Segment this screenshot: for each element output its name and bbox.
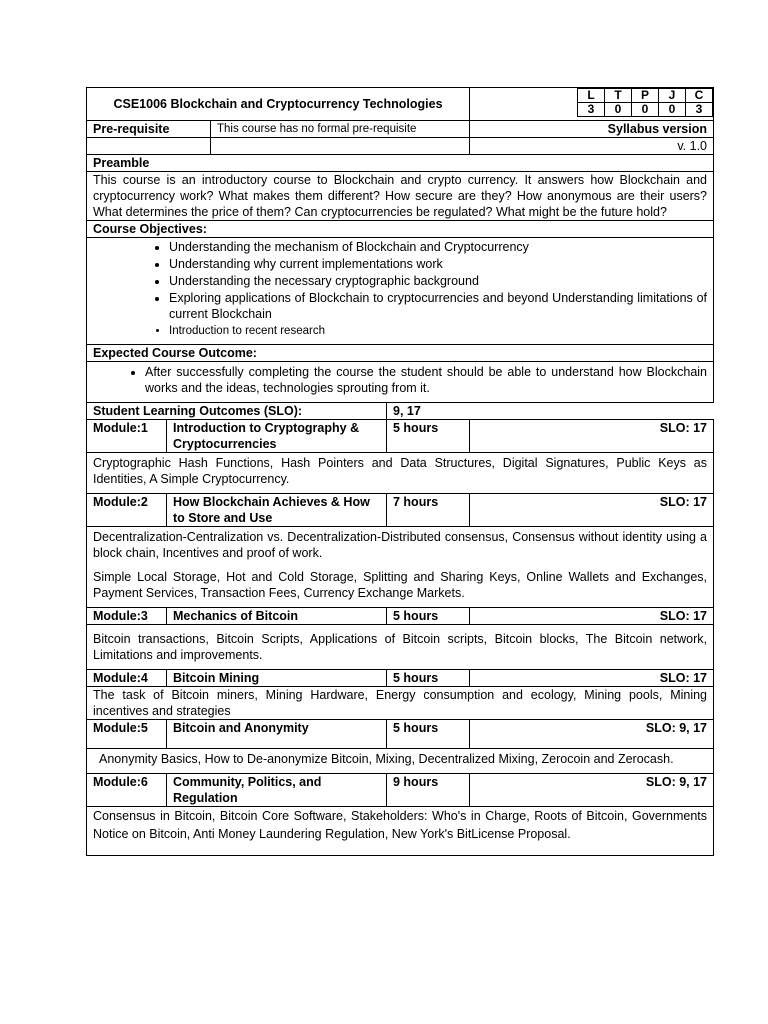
outcome-list-row xyxy=(87,362,714,403)
objectives-list xyxy=(93,239,707,339)
module-content-row xyxy=(87,749,714,774)
objectives-label: Course Objectives: xyxy=(87,221,714,238)
syllabus-table xyxy=(86,87,714,856)
module-header-row xyxy=(87,720,714,749)
ltpjc-label: T xyxy=(605,89,632,103)
slo-row xyxy=(87,403,714,420)
module-content: Bitcoin transactions, Bitcoin Scripts, Applications of Bitcoin scripts, Bitcoin blocks, The Bitcoin network, Limitations and improvements. xyxy=(93,632,708,662)
module-title: How Blockchain Achieves & How to Store and Use xyxy=(167,494,387,527)
module-slo: SLO: 9, 17 xyxy=(470,774,714,807)
module-header-row xyxy=(87,774,714,807)
module-content-row xyxy=(87,625,714,670)
syllabus-version-label: Syllabus version xyxy=(470,121,714,138)
ltpjc-value: 0 xyxy=(632,103,659,117)
course-title: CSE1006 Blockchain and Cryptocurrency Technologies xyxy=(87,88,470,121)
module-header-row xyxy=(87,420,714,453)
module-slo: SLO: 17 xyxy=(470,670,714,687)
outcome-list xyxy=(93,364,707,396)
module-content-row xyxy=(87,807,714,856)
ltpjc-label: P xyxy=(632,89,659,103)
module-hours: 5 hours xyxy=(387,720,470,749)
outcome-label: Expected Course Outcome: xyxy=(87,345,714,362)
preamble-text: This course is an introductory course to Blockchain and crypto currency. It answers how Blockchain and cryptocurrency work? What makes them different? How secure are they? How anonymous are their users? What determines the price of them? Can cryptocurrencies be regulated? What might be the future hold? xyxy=(87,172,714,221)
module-title: Bitcoin Mining xyxy=(167,670,387,687)
preamble-heading-row xyxy=(87,155,714,172)
module-content: The task of Bitcoin miners, Mining Hardware, Energy consumption and ecology, Mining pools, Mining incentives and strategies xyxy=(93,688,708,718)
module-header-row xyxy=(87,608,714,625)
syllabus-version-row xyxy=(87,138,714,155)
outcome-item: • After successfully completing the course the student should be able to understand how Blockchain works and the ideas, technologies sprouting from it. xyxy=(145,364,707,396)
module-hours: 5 hours xyxy=(387,670,470,687)
module-hours: 9 hours xyxy=(387,774,470,807)
module-content: Decentralization-Centralization vs. Decentralization-Distributed consensus, Consensus without identity using a block chain, Incentives and proof of work. xyxy=(93,530,708,560)
module-title: Mechanics of Bitcoin xyxy=(167,608,387,625)
title-row xyxy=(87,88,714,121)
objectives-heading-row xyxy=(87,221,714,238)
objective-item: • Understanding the necessary cryptographic background xyxy=(169,273,707,289)
module-content-row xyxy=(87,527,714,608)
module-header-row xyxy=(87,494,714,527)
module-content-row xyxy=(87,453,714,494)
ltpjc-value: 0 xyxy=(605,103,632,117)
ltpjc-value: 3 xyxy=(686,103,713,117)
ltpjc-label: J xyxy=(659,89,686,103)
syllabus-document xyxy=(86,87,713,856)
slo-value: 9, 17 xyxy=(387,403,714,420)
module-content: Cryptographic Hash Functions, Hash Pointers and Data Structures, Digital Signatures, Public Keys as Identities, A Simple Cryptocurrency. xyxy=(93,456,708,486)
slo-label: Student Learning Outcomes (SLO): xyxy=(87,403,387,420)
objective-item: • Exploring applications of Blockchain to cryptocurrencies and beyond Understanding limitations of current Blockchain xyxy=(169,290,707,322)
module-content: Anonymity Basics, How to De-anonymize Bitcoin, Mixing, Decentralized Mixing, Zerocoin and Zerocash. xyxy=(99,752,674,766)
outcome-heading-row xyxy=(87,345,714,362)
module-hours: 5 hours xyxy=(387,608,470,625)
ltpjc-label: C xyxy=(686,89,713,103)
objective-item: • Understanding the mechanism of Blockchain and Cryptocurrency xyxy=(169,239,707,255)
module-label: Module:3 xyxy=(87,608,167,625)
ltpjc-value: 3 xyxy=(578,103,605,117)
module-hours: 7 hours xyxy=(387,494,470,527)
objective-item: • Introduction to recent research xyxy=(169,323,707,339)
module-title: Introduction to Cryptography & Cryptocurrencies xyxy=(167,420,387,453)
module-header-row xyxy=(87,670,714,687)
module-content: Consensus in Bitcoin, Bitcoin Core Software, Stakeholders: Who's in Charge, Roots of Bitcoin, Governments Notice on Bitcoin, Anti Money Laundering Regulation, New York's BitLicense Proposal. xyxy=(93,809,708,841)
module-slo: SLO: 17 xyxy=(470,608,714,625)
module-label: Module:1 xyxy=(87,420,167,453)
prerequisite-row xyxy=(87,121,714,138)
module-slo: SLO: 17 xyxy=(470,494,714,527)
preamble-text-row xyxy=(87,172,714,221)
module-label: Module:5 xyxy=(87,720,167,749)
prerequisite-value: This course has no formal pre-requisite xyxy=(211,121,470,138)
module-label: Module:4 xyxy=(87,670,167,687)
ltpjc-label: L xyxy=(578,89,605,103)
module-label: Module:2 xyxy=(87,494,167,527)
syllabus-version-value: v. 1.0 xyxy=(470,138,714,155)
ltpjc-value: 0 xyxy=(659,103,686,117)
module-slo: SLO: 9, 17 xyxy=(470,720,714,749)
module-title: Bitcoin and Anonymity xyxy=(167,720,387,749)
module-content: Simple Local Storage, Hot and Cold Storage, Splitting and Sharing Keys, Online Wallets and Exchanges, Payment Services, Transaction Fees, Currency Exchange Markets. xyxy=(93,570,708,600)
module-hours: 5 hours xyxy=(387,420,470,453)
module-title: Community, Politics, and Regulation xyxy=(167,774,387,807)
module-content-row xyxy=(87,687,714,720)
ltpjc-table xyxy=(577,88,713,117)
ltpjc-cell xyxy=(470,88,714,121)
preamble-label: Preamble xyxy=(87,155,714,172)
objectives-list-row xyxy=(87,238,714,345)
prerequisite-label: Pre-requisite xyxy=(87,121,211,138)
module-slo: SLO: 17 xyxy=(470,420,714,453)
module-label: Module:6 xyxy=(87,774,167,807)
objective-item: • Understanding why current implementations work xyxy=(169,256,707,272)
